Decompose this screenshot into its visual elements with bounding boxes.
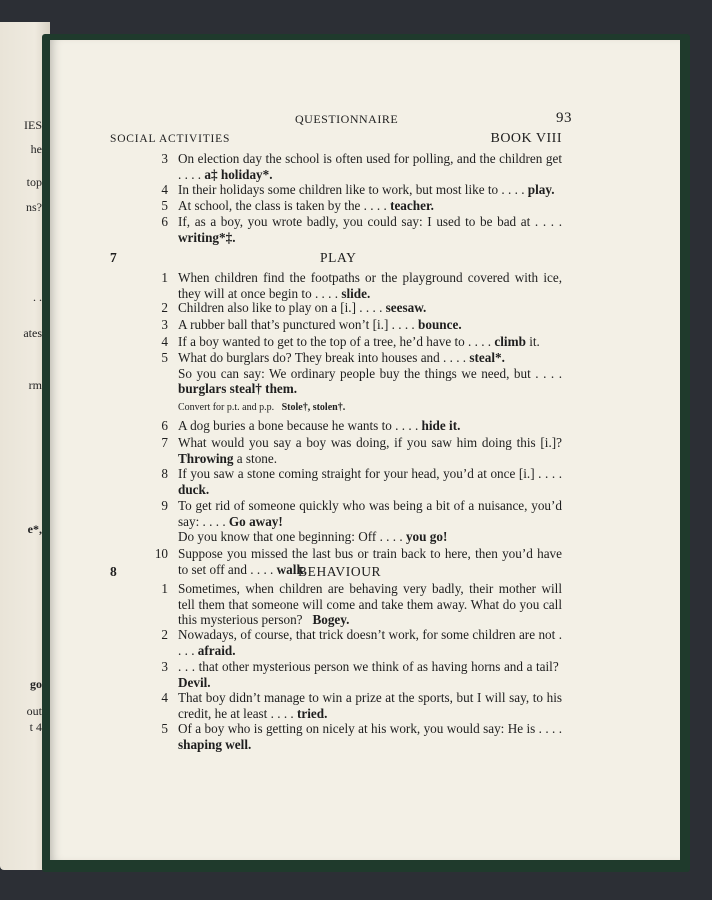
question-item [161,721,562,752]
question-item [161,350,562,397]
answer-text: walk. [276,561,308,577]
answer-text: you go! [405,529,448,544]
question-item [161,435,562,466]
facing-page-text: rm [28,378,42,392]
question-item [161,466,562,497]
facing-page-text: t 4 [29,720,42,734]
answer-text: writing*‡. [178,229,236,245]
question-item [161,659,562,690]
item-number: 1 [161,581,168,596]
facing-page-text: top [26,175,42,189]
answer-text: steal*. [469,350,505,365]
question-text: On election day the school is often used for polling, and the children get . . . . [178,151,562,182]
item-number: 3 [161,659,168,674]
facing-page-text: out [26,704,42,718]
item-number: 10 [154,546,168,561]
answer-text: Go away! [228,513,283,529]
question-text: A dog buries a bone because he wants to . . . . [178,418,419,433]
question-text: What would you say a boy was doing, if you saw him doing this [i.]? [178,435,562,450]
item-number: 1 [161,270,168,285]
question-text: . . . that other mysterious person we think of as having horns and a tail? [178,659,559,674]
question-text: Of a boy who is getting on nicely at his work, you would say: He is . . . . [178,721,562,736]
answer-text: teacher. [390,198,434,213]
book-page [50,40,680,860]
facing-page-text: e*, [27,522,42,536]
question-text: In their holidays some children like to work, but most like to . . . . [178,182,525,197]
answer-text: slide. [341,285,371,301]
answer-text: Throwing [178,450,234,466]
section-title: PLAY [320,250,357,265]
question-text: If you saw a stone coming straight for your head, you’d at once [i.] . . . . [178,466,562,481]
item-number: 4 [161,690,168,705]
question-item [161,270,562,301]
question-item [161,198,562,214]
question-text: So you can say: We ordinary people buy the things we need, but . . . . [178,365,562,381]
question-item [161,334,562,350]
facing-page-text: ates [23,326,42,340]
answer-text: climb [494,334,526,349]
question-tail: a stone. [233,450,278,466]
question-text: To get rid of someone quickly who was being a bit of a nuisance, you’d say: . . . . [178,498,562,529]
section-label: SOCIAL ACTIVITIES [110,133,231,145]
note-text: Convert for p.t. and p.p. [178,402,275,413]
question-text: If, as a boy, you wrote badly, you could say: I used to be bad at . . . . [178,214,562,229]
answer-text: afraid. [197,642,236,658]
question-item [161,182,562,198]
question-item [161,418,562,434]
question-text: At school, the class is taken by the . . . . [178,198,387,213]
item-number: 2 [161,627,168,642]
facing-page-text: he [30,142,42,156]
book-label: BOOK VIII [490,131,562,146]
item-number: 7 [161,435,168,450]
item-number: 3 [161,151,168,166]
answer-text: tried. [297,705,328,721]
item-number: 6 [161,418,168,433]
question-text: Do you know that one beginning: Off . . . . [178,529,403,544]
conversion-note [178,402,345,413]
note-forms: Stole†, stolen†. [281,402,346,413]
answer-text: Bogey. [312,612,350,627]
question-item [161,300,562,316]
page-number: 93 [556,110,572,126]
question-text: That boy didn’t manage to win a prize at the sports, but I will say, to his credit, he at least . . . . [178,690,562,721]
question-text: Children also like to play on a [i.] . . . . [178,300,383,315]
question-text: If a boy wanted to get to the top of a tree, he’d have to . . . . [178,334,492,349]
section-number: 8 [110,564,117,579]
question-tail: it. [525,334,540,349]
question-text: Sometimes, when children are behaving very badly, their mother will tell them that someone will come and take them away. What do you call this mysterious person? [178,581,562,627]
answer-text: seesaw. [385,300,427,315]
question-text: Nowadays, of course, that trick doesn’t work, for some children are not . . . . [178,627,562,658]
facing-page-text: ns? [26,200,42,214]
answer-text: shaping well. [178,736,252,752]
item-number: 9 [161,498,168,513]
question-text: A rubber ball that’s punctured won’t [i.] . . . . [178,317,415,332]
running-title: QUESTIONNAIRE [295,112,399,126]
item-number: 5 [161,198,168,213]
item-number: 5 [161,721,168,736]
item-number: 8 [161,466,168,481]
answer-text: Devil. [178,674,211,690]
facing-page-text: go [30,677,42,691]
item-number: 3 [161,317,168,332]
question-text: Suppose you missed the last bus or train back to here, then you’d have to set off and . . . . [178,546,562,577]
facing-page-text: . . [33,290,42,304]
item-number: 4 [161,334,168,349]
answer-text: a‡ holiday*. [204,166,273,182]
question-item [161,498,562,545]
answer-text: bounce. [418,317,462,332]
question-text: When children find the footpaths or the playground covered with ice, they will at once begin to . . . . [178,270,562,301]
answer-text: duck. [178,481,210,497]
question-item [161,151,562,182]
question-item [161,581,562,628]
section-number: 7 [110,250,117,265]
question-item [161,627,562,658]
item-number: 4 [161,182,168,197]
facing-page-text: IES [24,118,42,132]
section-title: BEHAVIOUR [298,564,382,579]
question-item [161,214,562,245]
sub-header [110,133,562,145]
item-number: 2 [161,300,168,315]
question-text: What do burglars do? They break into houses and . . . . [178,350,467,365]
running-header [50,110,680,130]
question-item [161,317,562,333]
answer-text: burglars steal† them. [178,381,298,396]
item-number: 5 [161,350,168,365]
answer-text: hide it. [421,418,461,433]
answer-text: play. [527,182,555,197]
item-number: 6 [161,214,168,229]
question-item [161,690,562,721]
